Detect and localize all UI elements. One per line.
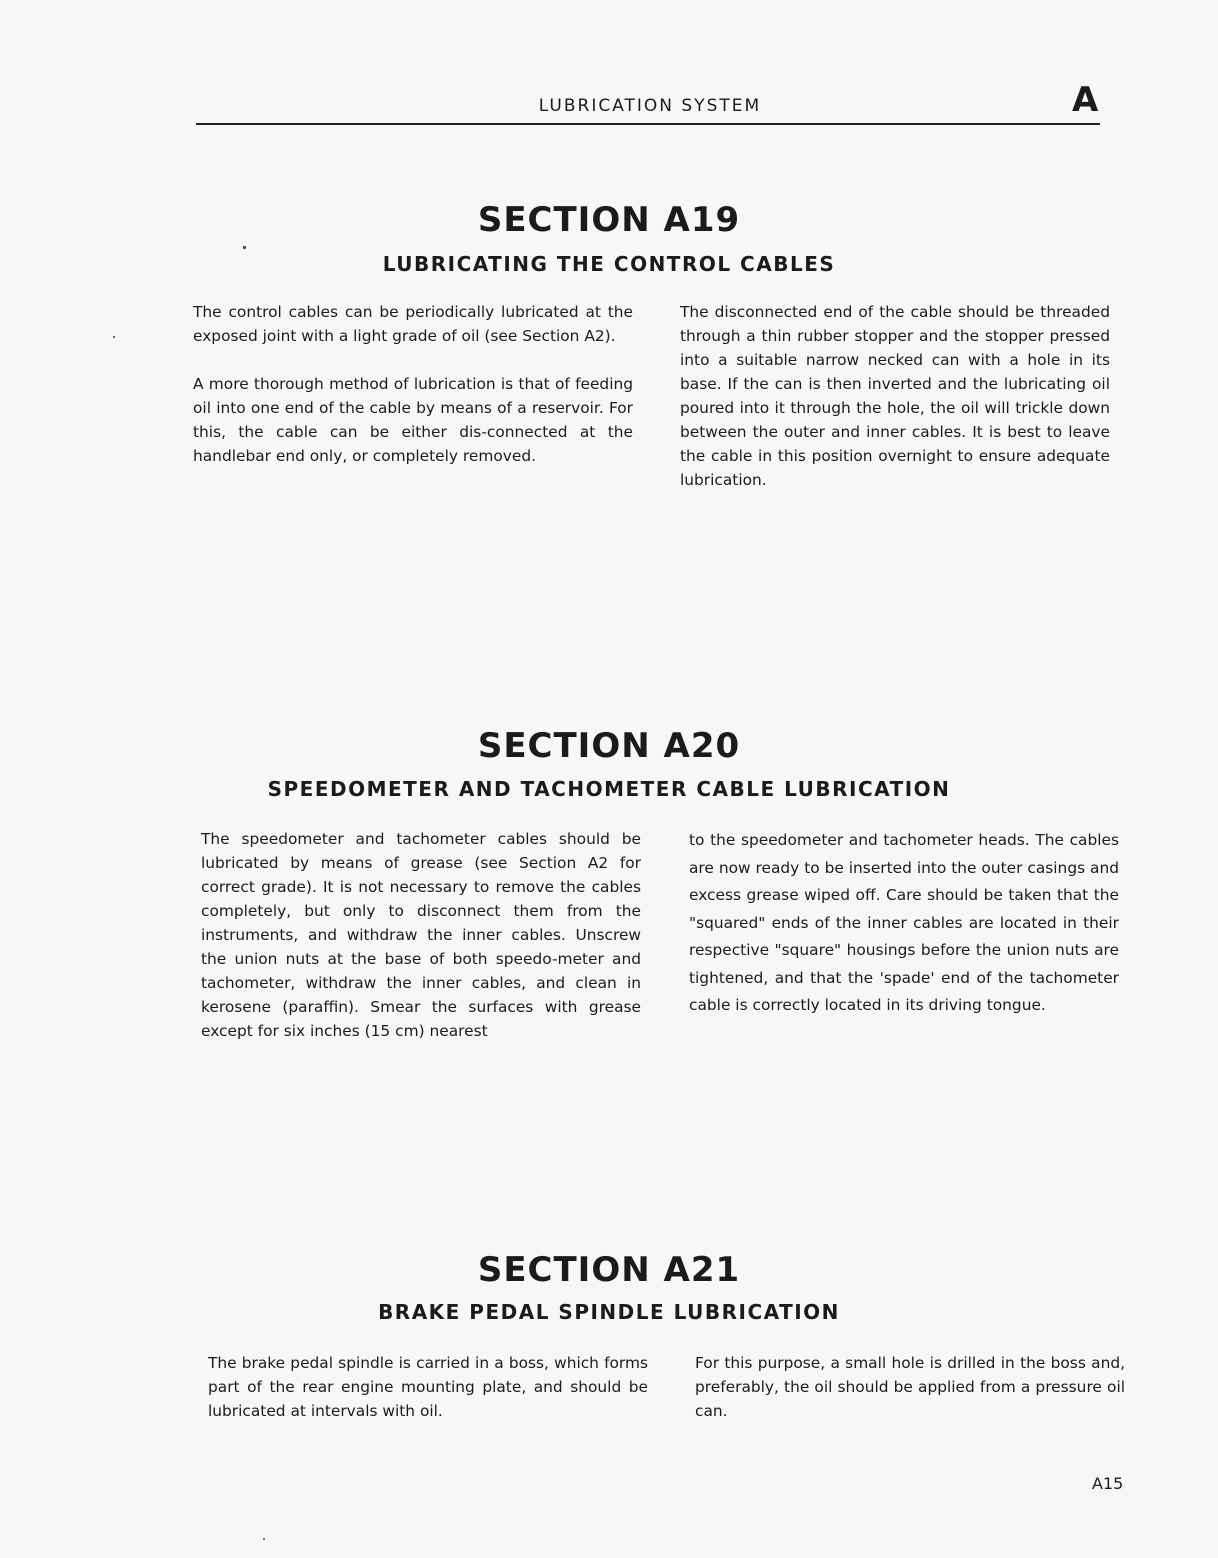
section-subtitle: LUBRICATING THE CONTROL CABLES bbox=[382, 252, 836, 276]
scan-speck bbox=[243, 246, 246, 249]
running-header: LUBRICATION SYSTEM bbox=[538, 96, 762, 116]
section-title: SECTION A19 bbox=[477, 200, 741, 240]
section-left-column bbox=[193, 300, 633, 468]
page-number: A15 bbox=[1092, 1474, 1124, 1493]
section-subtitle: BRAKE PEDAL SPINDLE LUBRICATION bbox=[378, 1300, 840, 1324]
paragraph: to the speedometer and tachometer heads. The cables are now ready to be inserted into the outer casings and excess grease wiped off. Care should be taken that the "squared" ends of the inner cables are located in their respective "square" housings before the union nuts are tightened, and that the 'spade' end of the tachometer cable is correctly located in its driving tongue. bbox=[689, 831, 1119, 1014]
scan-speck bbox=[113, 336, 115, 338]
paragraph: The speedometer and tachometer cables should be lubricated by means of grease (see Section A2 for correct grade). It is not necessary to remove the cables completely, but only to disconnect them from the instruments, and withdraw the inner cables. Unscrew the union nuts at the base of both speedo-meter and tachometer, withdraw the inner cables, and clean in kerosene (paraffin). Smear the surfaces with grease except for six inches (15 cm) nearest bbox=[201, 830, 641, 1040]
header-rule bbox=[196, 123, 1100, 125]
paragraph: The disconnected end of the cable should be threaded through a thin rubber stopper and the stopper pressed into a suitable narrow necked can with a hole in its base. If the can is then inverted and the lubricating oil poured into it through the hole, the oil will trickle down between the outer and inner cables. It is best to leave the cable in this position overnight to ensure adequate lubrication. bbox=[680, 303, 1110, 489]
section-right-column bbox=[680, 300, 1110, 492]
section-title: SECTION A20 bbox=[477, 726, 741, 766]
paragraph: The brake pedal spindle is carried in a boss, which forms part of the rear engine mounting plate, and should be lubricated at intervals with oil. bbox=[208, 1354, 648, 1420]
section-right-column bbox=[689, 827, 1119, 1020]
section-left-column bbox=[208, 1351, 648, 1423]
chapter-letter: A bbox=[1072, 80, 1099, 120]
section-subtitle: SPEEDOMETER AND TACHOMETER CABLE LUBRICATION bbox=[267, 777, 951, 801]
paragraph: The control cables can be periodically lubricated at the exposed joint with a light grade of oil (see Section A2). bbox=[193, 303, 633, 345]
section-left-column bbox=[201, 827, 641, 1043]
paragraph: A more thorough method of lubrication is that of feeding oil into one end of the cable by means of a reservoir. For this, the cable can be either dis-connected at the handlebar end only, or completely removed. bbox=[193, 375, 633, 465]
section-right-column bbox=[695, 1351, 1125, 1423]
scan-speck bbox=[263, 1538, 265, 1540]
paragraph: For this purpose, a small hole is drilled in the boss and, preferably, the oil should be applied from a pressure oil can. bbox=[695, 1354, 1125, 1420]
section-title: SECTION A21 bbox=[477, 1250, 741, 1290]
